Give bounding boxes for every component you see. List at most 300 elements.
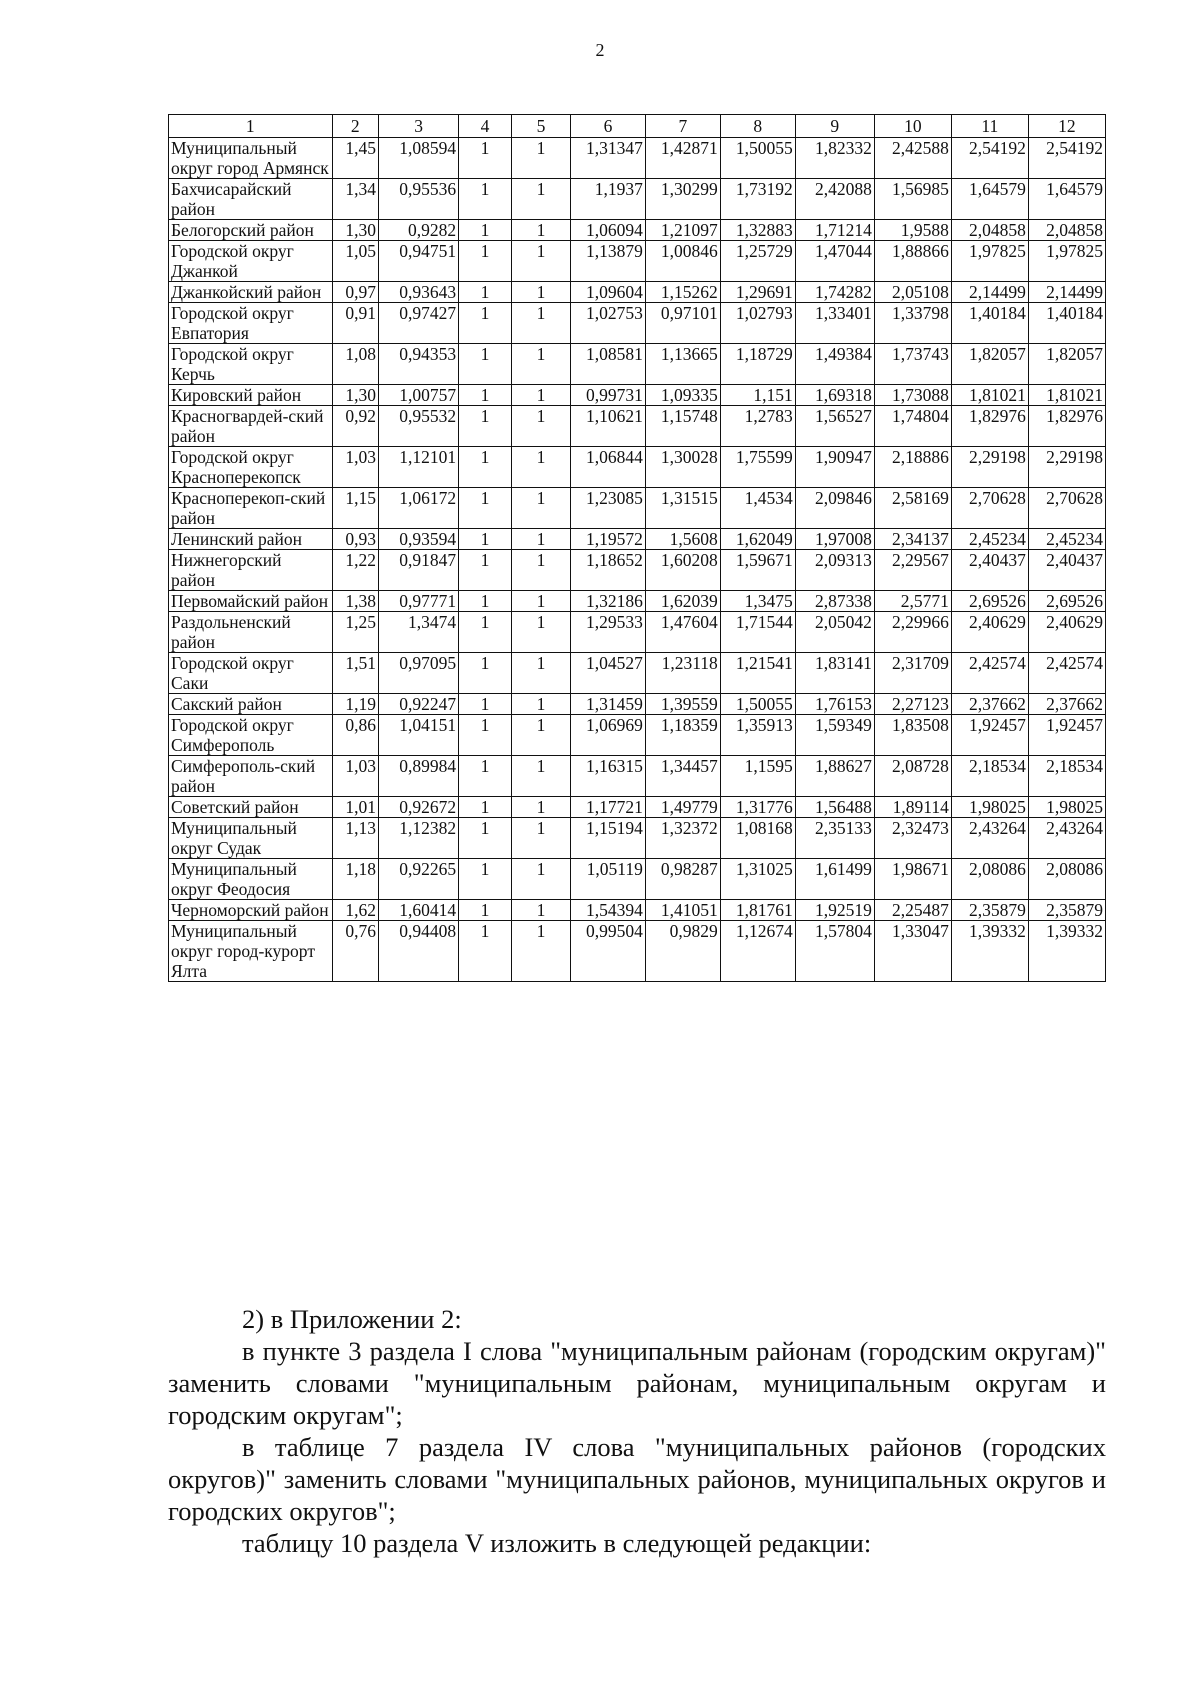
coefficient-cell: 1,97825 — [951, 241, 1028, 282]
coefficient-cell: 1,4534 — [720, 488, 795, 529]
coefficient-cell: 1,09604 — [570, 282, 645, 303]
coefficient-cell: 1,34 — [332, 179, 378, 220]
municipality-name-cell: Муниципальный округ город-курорт Ялта — [169, 921, 333, 982]
amendment-paragraph-3: таблицу 10 раздела V изложить в следующей редакции: — [242, 1528, 872, 1558]
municipality-name-cell: Симферополь-ский район — [169, 756, 333, 797]
coefficient-cell: 1 — [511, 900, 570, 921]
municipality-name-cell: Муниципальный округ Судак — [169, 818, 333, 859]
coefficient-cell: 1,82976 — [951, 406, 1028, 447]
coefficient-cell: 1,12674 — [720, 921, 795, 982]
coefficient-cell: 1 — [511, 859, 570, 900]
coefficient-cell: 1,41051 — [645, 900, 720, 921]
coefficient-cell: 1,82976 — [1028, 406, 1105, 447]
coefficient-cell: 2,29966 — [874, 612, 951, 653]
coefficient-cell: 1 — [459, 550, 512, 591]
municipality-name-cell: Ленинский район — [169, 529, 333, 550]
coefficient-cell: 1,62039 — [645, 591, 720, 612]
coefficient-cell: 1,47604 — [645, 612, 720, 653]
coefficient-cell: 1,21541 — [720, 653, 795, 694]
coefficient-cell: 1,08581 — [570, 344, 645, 385]
coefficient-cell: 1 — [511, 529, 570, 550]
municipality-name-cell: Муниципальный округ город Армянск — [169, 138, 333, 179]
coefficient-cell: 1,32883 — [720, 220, 795, 241]
coefficient-cell: 1,22 — [332, 550, 378, 591]
coefficient-cell: 0,92265 — [378, 859, 458, 900]
coefficient-cell: 1,40184 — [951, 303, 1028, 344]
coefficient-cell: 1,23118 — [645, 653, 720, 694]
coefficient-cell: 1 — [511, 715, 570, 756]
coefficient-cell: 1,38 — [332, 591, 378, 612]
table-row — [169, 859, 1106, 900]
coefficient-cell: 0,94353 — [378, 344, 458, 385]
coefficient-cell: 1 — [511, 303, 570, 344]
table-row — [169, 900, 1106, 921]
coefficient-cell: 1,81021 — [1028, 385, 1105, 406]
coefficient-cell: 2,34137 — [874, 529, 951, 550]
coefficient-cell: 1 — [459, 179, 512, 220]
coefficient-cell: 1,03 — [332, 447, 378, 488]
coefficient-cell: 1,31347 — [570, 138, 645, 179]
coefficient-cell: 1 — [459, 529, 512, 550]
coefficient-cell: 1 — [459, 385, 512, 406]
coefficient-cell: 2,37662 — [951, 694, 1028, 715]
coefficient-cell: 0,95536 — [378, 179, 458, 220]
column-header: 3 — [378, 115, 458, 138]
coefficient-cell: 1,98025 — [1028, 797, 1105, 818]
coefficient-cell: 1,49384 — [795, 344, 874, 385]
table-row — [169, 447, 1106, 488]
coefficient-cell: 1 — [459, 818, 512, 859]
coefficient-cell: 1,04151 — [378, 715, 458, 756]
coefficient-cell: 1,97008 — [795, 529, 874, 550]
coefficient-cell: 2,69526 — [951, 591, 1028, 612]
table-row — [169, 797, 1106, 818]
column-header: 10 — [874, 115, 951, 138]
coefficient-cell: 1,92519 — [795, 900, 874, 921]
coefficient-cell: 0,9282 — [378, 220, 458, 241]
coefficient-cell: 2,45234 — [1028, 529, 1105, 550]
coefficient-cell: 1,57804 — [795, 921, 874, 982]
coefficient-cell: 1,21097 — [645, 220, 720, 241]
coefficient-cell: 2,40629 — [1028, 612, 1105, 653]
coefficient-cell: 2,09313 — [795, 550, 874, 591]
table-row — [169, 344, 1106, 385]
coefficient-cell: 1 — [459, 612, 512, 653]
coefficient-cell: 1,13665 — [645, 344, 720, 385]
coefficient-cell: 0,95532 — [378, 406, 458, 447]
coefficient-cell: 0,92247 — [378, 694, 458, 715]
coefficient-cell: 2,58169 — [874, 488, 951, 529]
coefficient-cell: 2,70628 — [1028, 488, 1105, 529]
coefficient-cell: 1,74282 — [795, 282, 874, 303]
coefficient-cell: 1 — [459, 406, 512, 447]
coefficient-cell: 1,30028 — [645, 447, 720, 488]
coefficient-cell: 0,99504 — [570, 921, 645, 982]
coefficient-cell: 1,32186 — [570, 591, 645, 612]
coefficient-cell: 1,04527 — [570, 653, 645, 694]
coefficient-cell: 1 — [511, 797, 570, 818]
coefficient-cell: 2,45234 — [951, 529, 1028, 550]
coefficient-cell: 1,15194 — [570, 818, 645, 859]
coefficient-cell: 2,29198 — [1028, 447, 1105, 488]
coefficient-cell: 1,17721 — [570, 797, 645, 818]
coefficient-cell: 2,40629 — [951, 612, 1028, 653]
coefficient-cell: 1,31459 — [570, 694, 645, 715]
coefficient-cell: 1,06094 — [570, 220, 645, 241]
coefficient-cell: 1,25729 — [720, 241, 795, 282]
coefficient-cell: 1,23085 — [570, 488, 645, 529]
coefficient-cell: 1,59671 — [720, 550, 795, 591]
coefficient-cell: 1 — [459, 921, 512, 982]
table-row — [169, 220, 1106, 241]
coefficient-cell: 1,19572 — [570, 529, 645, 550]
table-row — [169, 241, 1106, 282]
coefficient-cell: 1,9588 — [874, 220, 951, 241]
coefficient-cell: 1,71544 — [720, 612, 795, 653]
coefficient-cell: 1,29533 — [570, 612, 645, 653]
coefficient-cell: 1 — [459, 241, 512, 282]
coefficient-cell: 1,74804 — [874, 406, 951, 447]
coefficient-cell: 1,34457 — [645, 756, 720, 797]
table-header-row — [169, 115, 1106, 138]
amendment-paragraph-2: в таблице 7 раздела IV слова "муниципальных районов (городских округов)" заменить словами "муниципальных районов, муниципальных округов и городских округов"; — [168, 1432, 1106, 1526]
coefficient-cell: 2,42574 — [1028, 653, 1105, 694]
column-header: 11 — [951, 115, 1028, 138]
coefficient-cell: 1 — [459, 756, 512, 797]
coefficient-cell: 0,86 — [332, 715, 378, 756]
coefficient-cell: 2,04858 — [1028, 220, 1105, 241]
column-header: 4 — [459, 115, 512, 138]
coefficient-cell: 1,151 — [720, 385, 795, 406]
coefficient-cell: 1,81021 — [951, 385, 1028, 406]
coefficient-cell: 0,9829 — [645, 921, 720, 982]
column-header: 12 — [1028, 115, 1105, 138]
coefficient-cell: 1,56985 — [874, 179, 951, 220]
coefficient-cell: 0,92 — [332, 406, 378, 447]
coefficient-cell: 1 — [459, 447, 512, 488]
coefficient-cell: 2,18534 — [1028, 756, 1105, 797]
table-row — [169, 385, 1106, 406]
municipality-name-cell: Городской округ Керчь — [169, 344, 333, 385]
coefficient-cell: 0,91847 — [378, 550, 458, 591]
coefficient-cell: 1,73743 — [874, 344, 951, 385]
coefficient-cell: 1,33798 — [874, 303, 951, 344]
coefficient-cell: 1,40184 — [1028, 303, 1105, 344]
coefficient-cell: 1,50055 — [720, 694, 795, 715]
coefficient-cell: 2,27123 — [874, 694, 951, 715]
municipality-name-cell: Советский район — [169, 797, 333, 818]
coefficient-cell: 1,33047 — [874, 921, 951, 982]
coefficient-cell: 1,25 — [332, 612, 378, 653]
coefficient-cell: 0,93594 — [378, 529, 458, 550]
coefficient-cell: 2,18886 — [874, 447, 951, 488]
coefficient-cell: 1 — [459, 653, 512, 694]
table-row — [169, 488, 1106, 529]
coefficient-cell: 1,31776 — [720, 797, 795, 818]
coefficient-cell: 1,18652 — [570, 550, 645, 591]
coefficient-cell: 1 — [511, 138, 570, 179]
coefficient-cell: 2,05042 — [795, 612, 874, 653]
coefficient-cell: 1,50055 — [720, 138, 795, 179]
table-row — [169, 282, 1106, 303]
coefficient-cell: 2,54192 — [951, 138, 1028, 179]
coefficient-cell: 1,01 — [332, 797, 378, 818]
coefficient-cell: 1 — [459, 303, 512, 344]
coefficient-cell: 1,2783 — [720, 406, 795, 447]
coefficient-cell: 1 — [459, 591, 512, 612]
coefficient-cell: 1 — [459, 859, 512, 900]
coefficient-cell: 1,15 — [332, 488, 378, 529]
coefficient-cell: 1 — [511, 756, 570, 797]
coefficient-cell: 1,15262 — [645, 282, 720, 303]
coefficient-cell: 2,5771 — [874, 591, 951, 612]
municipality-name-cell: Первомайский район — [169, 591, 333, 612]
coefficient-cell: 2,14499 — [951, 282, 1028, 303]
municipality-name-cell: Муниципальный округ Феодосия — [169, 859, 333, 900]
coefficient-cell: 1 — [511, 385, 570, 406]
coefficient-cell: 1,31025 — [720, 859, 795, 900]
coefficient-cell: 1,33401 — [795, 303, 874, 344]
municipality-name-cell: Городской округ Джанкой — [169, 241, 333, 282]
coefficient-cell: 1,05119 — [570, 859, 645, 900]
municipality-name-cell: Городской округ Саки — [169, 653, 333, 694]
coefficient-cell: 1,5608 — [645, 529, 720, 550]
coefficients-table-container — [168, 114, 1106, 982]
coefficient-cell: 1,15748 — [645, 406, 720, 447]
coefficient-cell: 1,30 — [332, 385, 378, 406]
coefficient-cell: 1,18359 — [645, 715, 720, 756]
coefficient-cell: 1,56488 — [795, 797, 874, 818]
page-number: 2 — [595, 40, 605, 60]
municipality-name-cell: Красноперекоп-ский район — [169, 488, 333, 529]
table-row — [169, 653, 1106, 694]
municipality-name-cell: Раздольненский район — [169, 612, 333, 653]
coefficient-cell: 0,93643 — [378, 282, 458, 303]
coefficient-cell: 1 — [459, 900, 512, 921]
coefficient-cell: 2,14499 — [1028, 282, 1105, 303]
coefficient-cell: 1,82057 — [951, 344, 1028, 385]
table-row — [169, 756, 1106, 797]
coefficient-cell: 2,70628 — [951, 488, 1028, 529]
table-row — [169, 715, 1106, 756]
coefficient-cell: 1,82057 — [1028, 344, 1105, 385]
coefficient-cell: 1 — [511, 344, 570, 385]
coefficient-cell: 2,37662 — [1028, 694, 1105, 715]
municipality-name-cell: Черноморский район — [169, 900, 333, 921]
coefficient-cell: 1,60208 — [645, 550, 720, 591]
coefficient-cell: 2,08728 — [874, 756, 951, 797]
coefficient-cell: 1,00757 — [378, 385, 458, 406]
coefficient-cell: 2,87338 — [795, 591, 874, 612]
coefficient-cell: 1,81761 — [720, 900, 795, 921]
coefficient-cell: 1,62 — [332, 900, 378, 921]
coefficient-cell: 1 — [459, 694, 512, 715]
coefficient-cell: 1,1937 — [570, 179, 645, 220]
column-header: 2 — [332, 115, 378, 138]
coefficient-cell: 1,83508 — [874, 715, 951, 756]
coefficient-cell: 0,97095 — [378, 653, 458, 694]
coefficient-cell: 1,29691 — [720, 282, 795, 303]
coefficient-cell: 0,89984 — [378, 756, 458, 797]
coefficient-cell: 1,88627 — [795, 756, 874, 797]
coefficient-cell: 1 — [459, 344, 512, 385]
coefficient-cell: 1,06969 — [570, 715, 645, 756]
coefficient-cell: 1,32372 — [645, 818, 720, 859]
table-row — [169, 179, 1106, 220]
coefficient-cell: 1,64579 — [1028, 179, 1105, 220]
coefficient-cell: 1,83141 — [795, 653, 874, 694]
coefficient-cell: 1,54394 — [570, 900, 645, 921]
coefficient-cell: 1,75599 — [720, 447, 795, 488]
coefficient-cell: 1 — [459, 220, 512, 241]
coefficient-cell: 1,05 — [332, 241, 378, 282]
table-row — [169, 406, 1106, 447]
municipality-name-cell: Белогорский район — [169, 220, 333, 241]
coefficient-cell: 1 — [511, 447, 570, 488]
coefficient-cell: 1,00846 — [645, 241, 720, 282]
coefficient-cell: 2,04858 — [951, 220, 1028, 241]
coefficient-cell: 1,82332 — [795, 138, 874, 179]
coefficient-cell: 1,3474 — [378, 612, 458, 653]
coefficient-cell: 1,3475 — [720, 591, 795, 612]
coefficient-cell: 2,40437 — [1028, 550, 1105, 591]
coefficient-cell: 1,02793 — [720, 303, 795, 344]
coefficient-cell: 0,99731 — [570, 385, 645, 406]
coefficient-cell: 1 — [511, 818, 570, 859]
coefficient-cell: 1,62049 — [720, 529, 795, 550]
column-header: 8 — [720, 115, 795, 138]
column-header: 5 — [511, 115, 570, 138]
coefficient-cell: 1 — [511, 694, 570, 715]
coefficient-cell: 0,97427 — [378, 303, 458, 344]
coefficient-cell: 2,40437 — [951, 550, 1028, 591]
coefficient-cell: 2,32473 — [874, 818, 951, 859]
coefficient-cell: 2,09846 — [795, 488, 874, 529]
coefficient-cell: 1,13 — [332, 818, 378, 859]
coefficient-cell: 1,73192 — [720, 179, 795, 220]
coefficient-cell: 1,06172 — [378, 488, 458, 529]
table-row — [169, 303, 1106, 344]
coefficient-cell: 2,05108 — [874, 282, 951, 303]
coefficient-cell: 1 — [459, 138, 512, 179]
coefficient-cell: 1,88866 — [874, 241, 951, 282]
coefficient-cell: 1,39559 — [645, 694, 720, 715]
coefficient-cell: 1,10621 — [570, 406, 645, 447]
coefficient-cell: 1,92457 — [1028, 715, 1105, 756]
coefficient-cell: 2,29567 — [874, 550, 951, 591]
coefficient-cell: 2,08086 — [1028, 859, 1105, 900]
coefficient-cell: 1 — [459, 715, 512, 756]
table-header — [169, 115, 1106, 138]
coefficient-cell: 1 — [511, 282, 570, 303]
coefficient-cell: 1,18 — [332, 859, 378, 900]
coefficient-cell: 1 — [459, 488, 512, 529]
coefficient-cell: 1,03 — [332, 756, 378, 797]
coefficient-cell: 1,92457 — [951, 715, 1028, 756]
coefficient-cell: 1,56527 — [795, 406, 874, 447]
coefficient-cell: 1,98671 — [874, 859, 951, 900]
coefficient-cell: 0,94408 — [378, 921, 458, 982]
coefficient-cell: 1,42871 — [645, 138, 720, 179]
coefficient-cell: 1,97825 — [1028, 241, 1105, 282]
coefficient-cell: 1,39332 — [1028, 921, 1105, 982]
coefficient-cell: 1 — [511, 921, 570, 982]
coefficient-cell: 2,08086 — [951, 859, 1028, 900]
coefficient-cell: 0,94751 — [378, 241, 458, 282]
coefficient-cell: 0,76 — [332, 921, 378, 982]
coefficient-cell: 1,08594 — [378, 138, 458, 179]
coefficient-cell: 2,43264 — [951, 818, 1028, 859]
table-row — [169, 694, 1106, 715]
coefficient-cell: 2,29198 — [951, 447, 1028, 488]
municipality-name-cell: Городской округ Красноперекопск — [169, 447, 333, 488]
coefficient-cell: 2,35879 — [951, 900, 1028, 921]
coefficient-cell: 1 — [511, 653, 570, 694]
coefficient-cell: 1,12382 — [378, 818, 458, 859]
column-header: 6 — [570, 115, 645, 138]
coefficient-cell: 1,13879 — [570, 241, 645, 282]
coefficient-cell: 0,97771 — [378, 591, 458, 612]
coefficient-cell: 0,97101 — [645, 303, 720, 344]
coefficient-cell: 0,98287 — [645, 859, 720, 900]
municipality-name-cell: Городской округ Симферополь — [169, 715, 333, 756]
coefficient-cell: 2,69526 — [1028, 591, 1105, 612]
coefficient-cell: 2,31709 — [874, 653, 951, 694]
coefficient-cell: 2,35879 — [1028, 900, 1105, 921]
column-header: 7 — [645, 115, 720, 138]
coefficient-cell: 1,89114 — [874, 797, 951, 818]
coefficient-cell: 1,1595 — [720, 756, 795, 797]
coefficient-cell: 1 — [511, 406, 570, 447]
amendment-paragraph-1: в пункте 3 раздела I слова "муниципальным районам (городским округам)" заменить словами "муниципальным районам, муниципальным округам и городским округам"; — [168, 1336, 1106, 1430]
coefficient-cell: 2,42574 — [951, 653, 1028, 694]
coefficient-cell: 2,54192 — [1028, 138, 1105, 179]
coefficient-cell: 0,93 — [332, 529, 378, 550]
table-row — [169, 529, 1106, 550]
coefficient-cell: 1 — [511, 550, 570, 591]
amendment-heading: 2) в Приложении 2: — [242, 1304, 462, 1334]
coefficient-cell: 1 — [459, 282, 512, 303]
coefficient-cell: 1,71214 — [795, 220, 874, 241]
coefficient-cell: 1,16315 — [570, 756, 645, 797]
coefficient-cell: 1,49779 — [645, 797, 720, 818]
coefficient-cell: 1,02753 — [570, 303, 645, 344]
coefficient-cell: 1,08168 — [720, 818, 795, 859]
table-row — [169, 591, 1106, 612]
coefficient-cell: 1,39332 — [951, 921, 1028, 982]
coefficient-cell: 1,09335 — [645, 385, 720, 406]
coefficient-cell: 1,06844 — [570, 447, 645, 488]
coefficient-cell: 1,18729 — [720, 344, 795, 385]
coefficient-cell: 2,18534 — [951, 756, 1028, 797]
coefficient-cell: 1,51 — [332, 653, 378, 694]
coefficient-cell: 1,61499 — [795, 859, 874, 900]
coefficient-cell: 1,69318 — [795, 385, 874, 406]
coefficient-cell: 0,97 — [332, 282, 378, 303]
coefficient-cell: 1,19 — [332, 694, 378, 715]
coefficient-cell: 1,60414 — [378, 900, 458, 921]
coefficient-cell: 1,47044 — [795, 241, 874, 282]
coefficient-cell: 1 — [511, 488, 570, 529]
coefficient-cell: 1,59349 — [795, 715, 874, 756]
coefficient-cell: 1,90947 — [795, 447, 874, 488]
municipality-name-cell: Бахчисарайский район — [169, 179, 333, 220]
column-header: 9 — [795, 115, 874, 138]
coefficient-cell: 1 — [511, 179, 570, 220]
coefficient-cell: 1 — [511, 591, 570, 612]
table-body — [169, 138, 1106, 982]
coefficients-table — [168, 114, 1106, 982]
